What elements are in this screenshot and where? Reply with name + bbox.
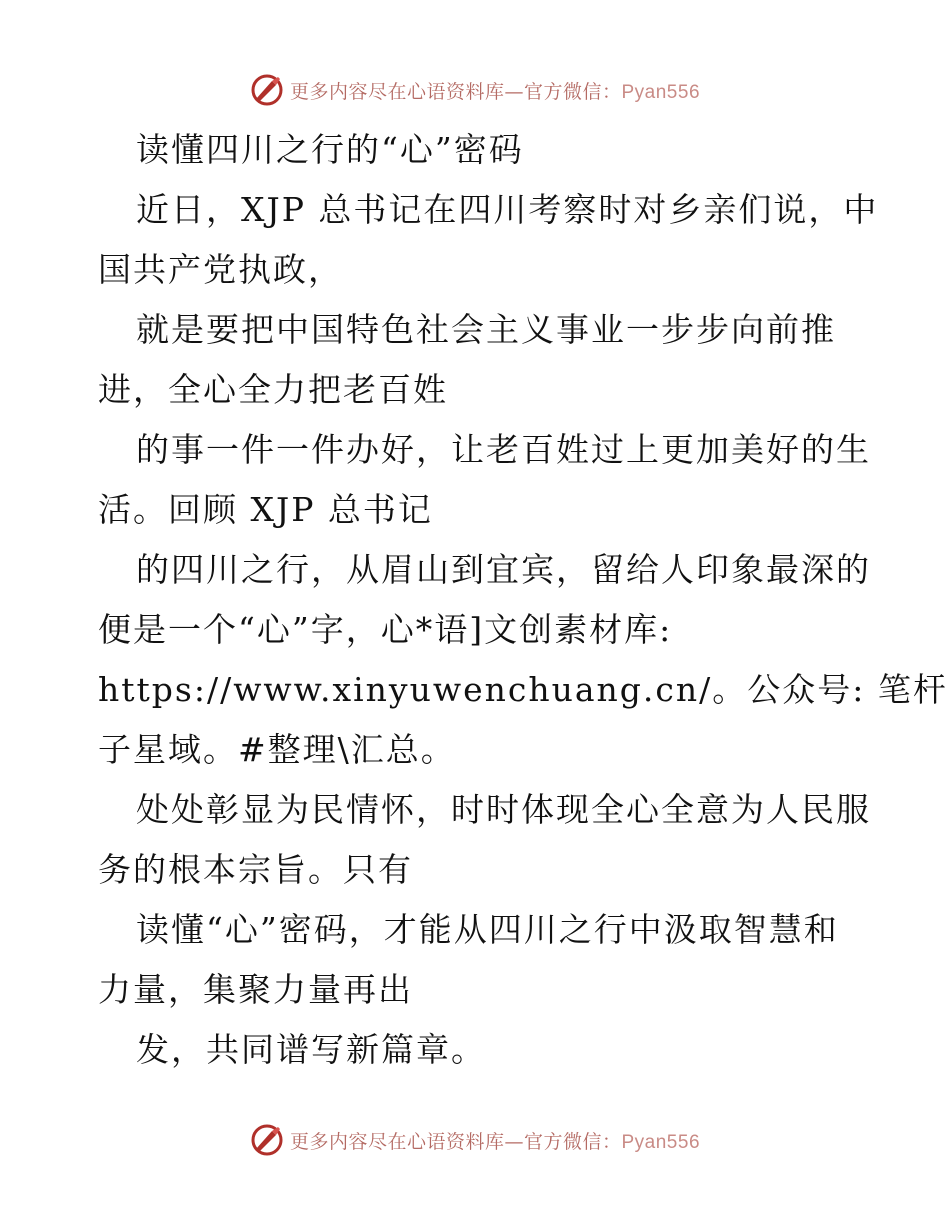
document-line: 就是要把中国特色社会主义事业一步步向前推 bbox=[136, 310, 836, 349]
banner-wechat-label: 官方微信： bbox=[523, 1130, 622, 1153]
header-banner bbox=[0, 70, 950, 110]
document-line: 进，全心全力把老百姓 bbox=[98, 370, 448, 409]
document-body bbox=[98, 120, 948, 1080]
footer-banner-inner bbox=[250, 1123, 700, 1157]
document-line: 的四川之行，从眉山到宜宾，留给人印象最深的 bbox=[136, 550, 871, 589]
document-line: 的事一件一件办好，让老百姓过上更加美好的生 bbox=[136, 430, 871, 469]
document-line: 处处彰显为民情怀，时时体现全心全意为人民服 bbox=[136, 790, 871, 829]
quill-logo-icon bbox=[250, 1123, 284, 1157]
document-line: 子星域。#整理\汇总。 bbox=[98, 730, 456, 769]
document-line: 力量，集聚力量再出 bbox=[98, 970, 413, 1009]
banner-wechat-id: Pyan556 bbox=[621, 81, 701, 103]
banner-separator: — bbox=[504, 80, 524, 103]
header-banner-inner bbox=[250, 73, 700, 107]
document-line: 发，共同谱写新篇章。 bbox=[136, 1030, 486, 1069]
banner-wechat-label: 官方微信： bbox=[523, 80, 622, 103]
banner-brand-text: 更多内容尽在心语资料库 bbox=[289, 80, 505, 103]
document-line: 国共产党执政， bbox=[98, 250, 343, 289]
header-banner-text bbox=[290, 77, 700, 104]
banner-brand-text: 更多内容尽在心语资料库 bbox=[289, 1130, 505, 1153]
banner-wechat-id: Pyan556 bbox=[621, 1131, 701, 1153]
document-line: 近日，XJP 总书记在四川考察时对乡亲们说，中 bbox=[136, 190, 879, 229]
document-line: 便是一个“心”字，心*语]文创素材库: bbox=[98, 610, 673, 649]
document-line: 务的根本宗旨。只有 bbox=[98, 850, 413, 889]
document-title: 读懂四川之行的“心”密码 bbox=[136, 130, 524, 169]
document-line: 读懂“心”密码，才能从四川之行中汲取智慧和 bbox=[136, 910, 839, 949]
footer-banner-text bbox=[290, 1127, 700, 1154]
quill-logo-icon bbox=[250, 73, 284, 107]
footer-banner bbox=[0, 1120, 950, 1160]
document-url-line: https://www.xinyuwenchuang.cn/。公众号: 笔杆 bbox=[98, 670, 948, 709]
document-line: 活。回顾 XJP 总书记 bbox=[98, 490, 433, 529]
banner-separator: — bbox=[504, 1130, 524, 1153]
